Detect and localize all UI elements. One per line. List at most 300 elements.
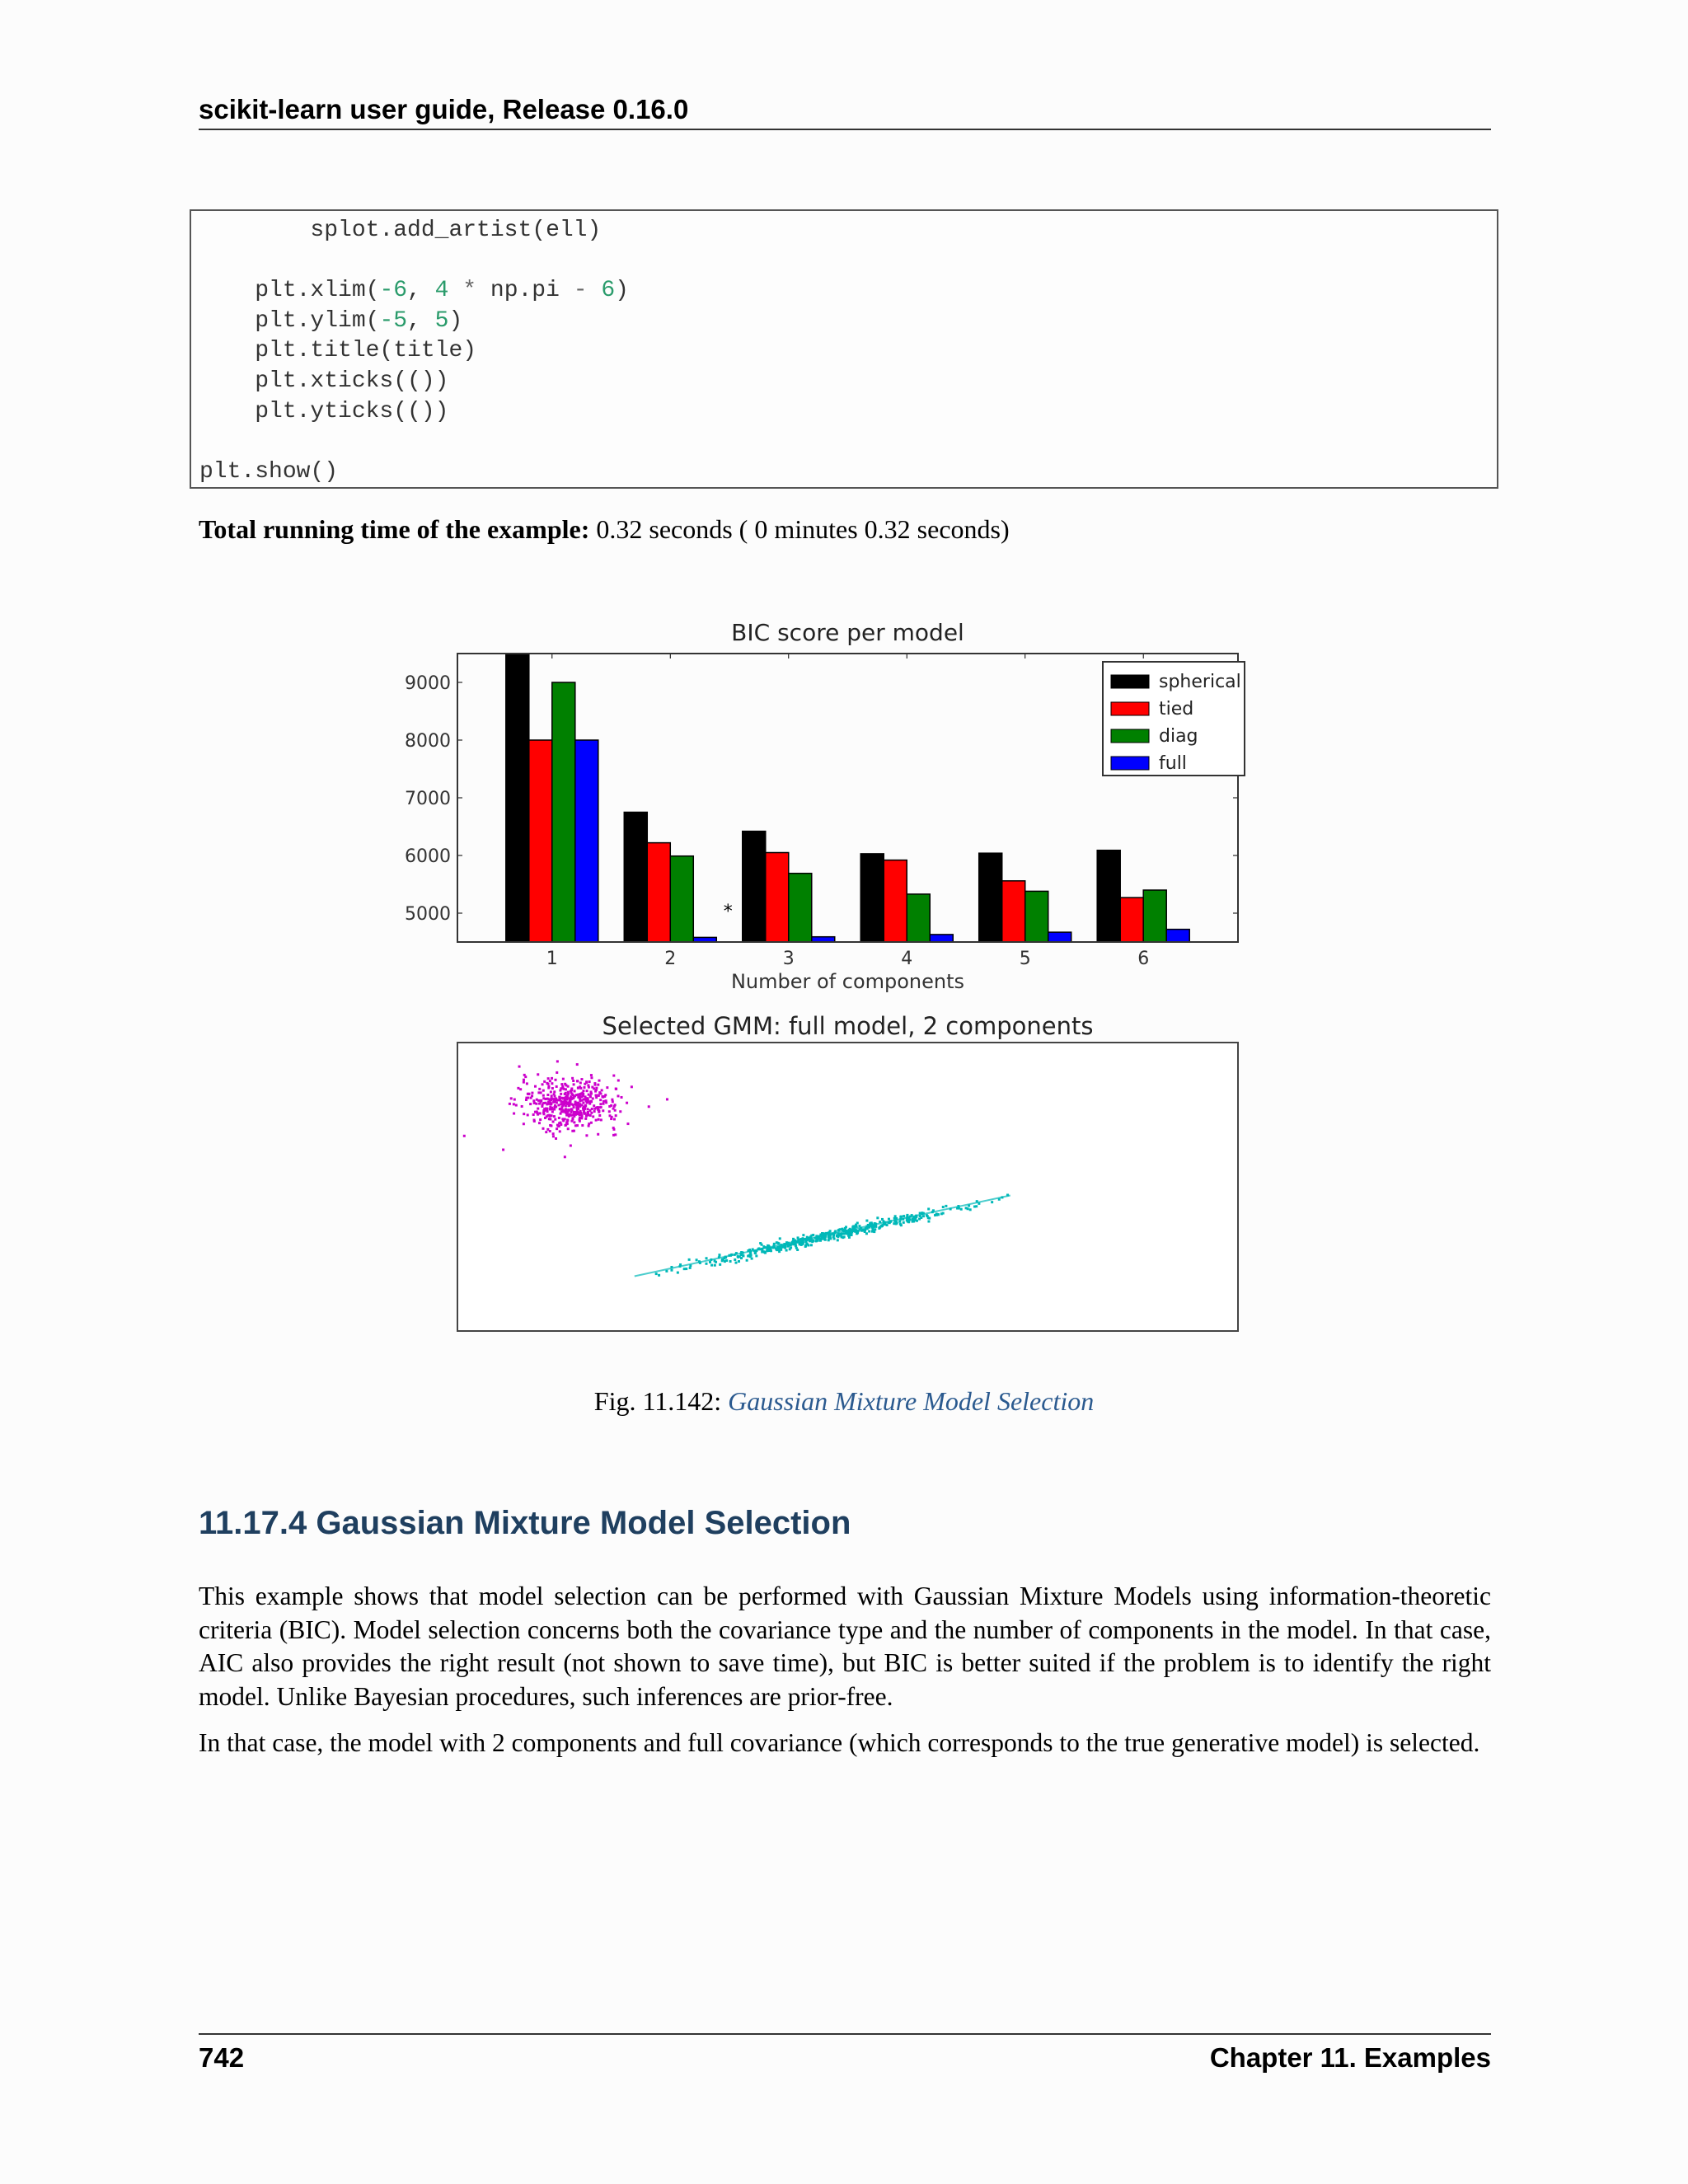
scatter-point-cyan: [817, 1235, 819, 1238]
scatter-point-magenta: [551, 1107, 553, 1109]
scatter-point-magenta: [463, 1135, 466, 1137]
scatter-point-magenta: [567, 1091, 570, 1094]
scatter-point-magenta: [570, 1120, 573, 1122]
scatter-point-magenta: [587, 1111, 589, 1113]
running-time-label: Total running time of the example:: [199, 514, 590, 544]
scatter-point-magenta: [593, 1082, 596, 1085]
scatter-point-magenta: [593, 1110, 596, 1113]
scatter-point-cyan: [796, 1249, 799, 1251]
scatter-point-magenta: [596, 1106, 598, 1108]
scatter-point-magenta: [588, 1080, 591, 1083]
scatter-point-cyan: [856, 1232, 859, 1235]
scatter-point-magenta: [570, 1087, 573, 1090]
scatter-point-magenta: [570, 1111, 573, 1113]
running-time-value: 0.32 seconds ( 0 minutes 0.32 seconds): [596, 514, 1010, 544]
scatter-point-cyan: [915, 1215, 917, 1217]
scatter-point-magenta: [562, 1078, 565, 1080]
scatter-point-magenta: [548, 1118, 551, 1120]
scatter-point-magenta: [608, 1105, 611, 1108]
scatter-point-cyan: [725, 1259, 728, 1262]
scatter-point-cyan: [942, 1206, 945, 1208]
scatter-point-magenta: [530, 1097, 532, 1099]
scatter-point-cyan: [752, 1248, 754, 1250]
scatter-point-magenta: [576, 1080, 579, 1082]
scatter-point-magenta: [552, 1121, 555, 1123]
scatter-point-magenta: [536, 1110, 538, 1113]
scatter-point-magenta: [538, 1088, 541, 1090]
legend-label-diag: diag: [1159, 726, 1198, 747]
scatter-point-magenta: [576, 1111, 579, 1113]
scatter-point-magenta: [606, 1086, 608, 1089]
scatter-point-magenta: [545, 1131, 547, 1133]
scatter-point-cyan: [789, 1248, 791, 1250]
bar-full-4: [930, 935, 953, 942]
code-line: splot.add_artist(ell): [199, 218, 602, 243]
bar-tied-2: [647, 843, 670, 942]
scatter-point-cyan: [879, 1221, 881, 1223]
scatter-point-cyan: [761, 1244, 763, 1246]
scatter-point-magenta: [565, 1104, 567, 1107]
scatter-point-magenta: [555, 1079, 557, 1081]
scatter-point-cyan: [773, 1243, 776, 1245]
scatter-point-magenta: [598, 1111, 600, 1113]
scatter-point-cyan: [1006, 1193, 1009, 1196]
scatter-point-cyan: [945, 1205, 947, 1207]
scatter-point-cyan: [893, 1222, 895, 1225]
scatter-point-cyan: [776, 1247, 779, 1249]
scatter-point-cyan: [1001, 1196, 1003, 1198]
scatter-point-magenta: [579, 1081, 582, 1084]
scatter-point-cyan: [845, 1226, 847, 1228]
scatter-point-magenta: [601, 1089, 603, 1091]
scatter-point-magenta: [550, 1125, 552, 1127]
scatter-point-cyan: [767, 1247, 769, 1249]
scatter-point-cyan: [837, 1232, 839, 1235]
scatter-point-cyan: [658, 1274, 660, 1277]
scatter-point-cyan: [823, 1238, 826, 1240]
scatter-point-cyan: [696, 1258, 698, 1261]
scatter-point-magenta: [558, 1117, 560, 1119]
scatter-point-cyan: [802, 1234, 804, 1236]
caption-link[interactable]: Gaussian Mixture Model Selection: [728, 1386, 1095, 1416]
scatter-point-cyan: [843, 1235, 846, 1238]
bar-chart-title: BIC score per model: [731, 619, 964, 646]
scatter-point-magenta: [572, 1080, 574, 1082]
scatter-point-magenta: [591, 1108, 593, 1110]
y-tick-label: 8000: [405, 731, 451, 752]
scatter-point-magenta: [534, 1085, 537, 1088]
scatter-point-cyan: [837, 1239, 839, 1241]
scatter-point-magenta: [571, 1117, 574, 1119]
y-tick-label: 7000: [405, 789, 451, 809]
scatter-point-cyan: [706, 1257, 708, 1259]
scatter-point-magenta: [554, 1118, 556, 1121]
scatter-point-magenta: [543, 1080, 546, 1083]
scatter-point-cyan: [776, 1242, 779, 1244]
scatter-point-magenta: [590, 1112, 593, 1114]
scatter-point-cyan: [829, 1235, 832, 1238]
scatter-point-magenta: [542, 1090, 545, 1092]
scatter-point-cyan: [888, 1218, 890, 1221]
scatter-point-magenta: [570, 1145, 572, 1147]
scatter-point-cyan: [825, 1232, 828, 1235]
scatter-point-cyan: [919, 1215, 921, 1217]
scatter-point-magenta: [513, 1103, 515, 1105]
scatter-point-magenta: [536, 1099, 538, 1101]
scatter-point-magenta: [588, 1094, 590, 1096]
scatter-point-magenta: [537, 1113, 539, 1116]
scatter-point-magenta: [556, 1071, 558, 1074]
y-tick-label: 5000: [405, 904, 451, 925]
running-time: [199, 514, 1010, 545]
scatter-point-cyan: [718, 1254, 720, 1257]
scatter-point-magenta: [581, 1115, 584, 1118]
running-header: scikit-learn user guide, Release 0.16.0: [199, 94, 689, 124]
bar-tied-1: [529, 740, 552, 942]
scatter-point-magenta: [580, 1104, 583, 1107]
paragraph-2: In that case, the model with 2 components and full covariance (which corresponds to the true generative model) is selected.: [199, 1728, 1480, 1757]
scatter-point-magenta: [583, 1086, 585, 1089]
scatter-point-magenta: [523, 1074, 526, 1076]
scatter-point-cyan: [738, 1255, 741, 1258]
scatter-point-magenta: [610, 1118, 612, 1120]
scatter-point-magenta: [579, 1112, 581, 1114]
bar-diag-5: [1025, 891, 1048, 942]
scatter-point-magenta: [542, 1083, 544, 1085]
scatter-point-magenta: [532, 1113, 535, 1116]
scatter-point-magenta: [551, 1111, 554, 1113]
scatter-point-cyan: [829, 1230, 832, 1232]
scatter-point-magenta: [593, 1108, 596, 1110]
scatter-point-magenta: [595, 1096, 598, 1099]
scatter-point-magenta: [523, 1122, 525, 1125]
scatter-point-cyan: [688, 1258, 691, 1261]
scatter-point-cyan: [870, 1221, 873, 1224]
scatter-point-magenta: [595, 1089, 598, 1091]
scatter-point-cyan: [742, 1254, 744, 1257]
scatter-point-magenta: [598, 1080, 600, 1082]
scatter-point-magenta: [582, 1102, 584, 1104]
scatter-point-magenta: [584, 1095, 587, 1098]
x-tick-label: 5: [1019, 949, 1031, 969]
scatter-point-magenta: [513, 1099, 516, 1101]
scatter-point-cyan: [858, 1225, 860, 1227]
scatter-point-cyan: [689, 1264, 692, 1267]
scatter-point-cyan: [665, 1270, 668, 1272]
scatter-point-cyan: [679, 1263, 682, 1266]
scatter-point-magenta: [519, 1088, 522, 1090]
scatter-point-cyan: [922, 1212, 925, 1215]
scatter-point-cyan: [729, 1254, 732, 1257]
scatter-point-magenta: [555, 1106, 557, 1108]
scatter-point-magenta: [576, 1108, 579, 1111]
legend-swatch-spherical: [1111, 675, 1149, 688]
scatter-point-magenta: [614, 1104, 617, 1106]
scatter-point-magenta: [556, 1127, 558, 1130]
scatter-point-cyan: [893, 1217, 896, 1220]
scatter-point-cyan: [698, 1260, 701, 1263]
scatter-point-magenta: [603, 1103, 605, 1105]
bar-spherical-5: [979, 853, 1002, 942]
scatter-point-magenta: [573, 1111, 575, 1113]
scatter-point-magenta: [551, 1077, 553, 1080]
scatter-point-magenta: [577, 1087, 579, 1090]
scatter-point-cyan: [852, 1225, 855, 1227]
scatter-point-magenta: [598, 1118, 600, 1121]
scatter-point-cyan: [761, 1250, 763, 1253]
scatter-point-magenta: [608, 1110, 611, 1113]
scatter-point-cyan: [747, 1249, 749, 1252]
scatter-point-magenta: [588, 1125, 590, 1127]
scatter-point-cyan: [746, 1259, 748, 1262]
scatter-point-magenta: [539, 1118, 542, 1121]
scatter-point-magenta: [542, 1127, 544, 1130]
scatter-point-magenta: [621, 1096, 623, 1099]
scatter-point-cyan: [935, 1212, 938, 1215]
scatter-point-magenta: [558, 1122, 560, 1124]
scatter-point-magenta: [571, 1077, 574, 1080]
scatter-point-cyan: [812, 1234, 814, 1236]
bar-diag-4: [907, 894, 930, 942]
scatter-point-magenta: [585, 1134, 588, 1137]
scatter-point-magenta: [589, 1090, 592, 1093]
scatter-point-magenta: [510, 1097, 513, 1099]
scatter-point-magenta: [544, 1117, 546, 1119]
scatter-point-magenta: [564, 1118, 566, 1120]
scatter-point-cyan: [927, 1221, 930, 1223]
scatter-point-magenta: [599, 1099, 602, 1101]
scatter-point-cyan: [797, 1239, 799, 1241]
scatter-point-magenta: [546, 1094, 549, 1096]
scatter-point-cyan: [926, 1215, 929, 1217]
scatter-point-magenta: [614, 1133, 617, 1136]
scatter-point-magenta: [537, 1073, 539, 1076]
x-tick-label: 3: [782, 949, 795, 969]
scatter-point-magenta: [537, 1108, 539, 1110]
bar-full-6: [1166, 930, 1189, 942]
bar-tied-6: [1120, 898, 1143, 942]
scatter-point-magenta: [547, 1077, 550, 1080]
scatter-point-magenta: [542, 1112, 545, 1114]
code-line: plt.xticks(()): [199, 368, 449, 394]
scatter-point-magenta: [539, 1112, 542, 1114]
scatter-point-magenta: [566, 1118, 569, 1121]
scatter-point-cyan: [754, 1252, 757, 1254]
scatter-point-magenta: [590, 1100, 593, 1103]
bar-full-5: [1048, 932, 1071, 942]
scatter-point-magenta: [587, 1108, 589, 1110]
bar-tied-3: [766, 853, 789, 943]
scatter-point-magenta: [603, 1100, 605, 1103]
scatter-point-cyan: [851, 1229, 854, 1231]
scatter-point-magenta: [551, 1082, 553, 1085]
code-block: [190, 209, 1498, 489]
scatter-point-cyan: [874, 1223, 877, 1226]
scatter-plot-frame: [457, 1043, 1238, 1331]
scatter-point-cyan: [865, 1226, 868, 1229]
scatter-point-cyan: [876, 1216, 879, 1219]
scatter-point-cyan: [874, 1226, 877, 1228]
scatter-point-magenta: [515, 1104, 518, 1107]
scatter-point-cyan: [906, 1214, 908, 1216]
scatter-point-magenta: [538, 1122, 541, 1124]
scatter-point-magenta: [580, 1078, 583, 1080]
scatter-point-cyan: [823, 1232, 825, 1235]
scatter-point-cyan: [868, 1230, 870, 1233]
scatter-point-cyan: [755, 1254, 757, 1257]
scatter-point-magenta: [533, 1119, 536, 1122]
scatter-point-cyan: [978, 1202, 980, 1205]
scatter-point-magenta: [528, 1093, 530, 1095]
scatter-point-magenta: [523, 1079, 525, 1081]
scatter-point-magenta: [543, 1108, 546, 1110]
scatter-point-magenta: [567, 1111, 570, 1113]
header-rule: [199, 129, 1491, 130]
scatter-point-magenta: [593, 1104, 595, 1107]
x-tick-label: 1: [546, 949, 558, 969]
scatter-point-cyan: [902, 1218, 904, 1221]
scatter-point-magenta: [565, 1096, 567, 1099]
scatter-point-cyan: [685, 1268, 687, 1270]
scatter-point-magenta: [605, 1099, 607, 1102]
scatter-point-magenta: [611, 1099, 613, 1101]
scatter-point-magenta: [559, 1098, 561, 1100]
scatter-point-cyan: [907, 1216, 910, 1219]
y-tick-label: 6000: [405, 846, 451, 867]
scatter-point-magenta: [545, 1098, 547, 1100]
bar-spherical-3: [743, 832, 766, 942]
scatter-point-magenta: [547, 1098, 550, 1100]
scatter-point-magenta: [561, 1101, 564, 1104]
scatter-point-magenta: [598, 1094, 600, 1096]
page-number: 742: [199, 2042, 245, 2073]
scatter-point-magenta: [547, 1085, 550, 1088]
scatter-point-cyan: [804, 1245, 807, 1248]
scatter-point-magenta: [559, 1130, 561, 1132]
scatter-point-magenta: [590, 1122, 593, 1124]
bar-diag-3: [789, 874, 812, 942]
bar-tied-5: [1002, 881, 1025, 942]
scatter-point-magenta: [626, 1122, 629, 1125]
scatter-point-magenta: [609, 1114, 612, 1117]
scatter-point-cyan: [991, 1201, 993, 1203]
scatter-point-magenta: [583, 1113, 585, 1115]
scatter-point-magenta: [591, 1086, 593, 1089]
scatter-point-magenta: [573, 1121, 575, 1123]
scatter-point-cyan: [889, 1221, 891, 1224]
x-axis-label: Number of components: [730, 970, 965, 993]
scatter-point-cyan: [842, 1233, 845, 1235]
scatter-point-magenta: [579, 1099, 581, 1102]
scatter-point-cyan: [710, 1264, 713, 1267]
scatter-point-magenta: [564, 1083, 566, 1085]
scatter-point-cyan: [757, 1248, 759, 1250]
bar-full-1: [575, 740, 598, 942]
scatter-point-magenta: [550, 1090, 552, 1093]
scatter-point-magenta: [551, 1094, 553, 1097]
scatter-point-magenta: [540, 1100, 542, 1103]
scatter-point-cyan: [831, 1233, 833, 1235]
scatter-point-magenta: [559, 1108, 561, 1110]
x-tick-label: 6: [1137, 949, 1150, 969]
scatter-point-cyan: [705, 1263, 707, 1265]
scatter-point-magenta: [612, 1127, 615, 1129]
scatter-point-magenta: [555, 1137, 557, 1140]
scatter-point-magenta: [525, 1097, 528, 1099]
scatter-point-cyan: [927, 1207, 930, 1210]
scatter-point-magenta: [553, 1115, 556, 1118]
scatter-point-magenta: [574, 1124, 577, 1127]
bar-spherical-1: [506, 654, 529, 942]
scatter-point-magenta: [552, 1135, 555, 1137]
scatter-point-magenta: [617, 1079, 620, 1081]
scatter-point-cyan: [655, 1272, 658, 1275]
scatter-point-magenta: [553, 1100, 556, 1103]
code-line: plt.xlim(-6, 4 * np.pi - 6): [199, 278, 629, 304]
scatter-point-cyan: [781, 1245, 783, 1248]
scatter-point-cyan: [834, 1231, 837, 1234]
scatter-point-magenta: [564, 1155, 566, 1158]
scatter-point-magenta: [588, 1086, 590, 1089]
scatter-point-cyan: [932, 1209, 935, 1212]
x-tick-label: 4: [901, 949, 913, 969]
scatter-point-magenta: [502, 1149, 504, 1151]
scatter-point-cyan: [878, 1227, 880, 1230]
scatter-point-cyan: [677, 1272, 679, 1274]
scatter-point-cyan: [976, 1200, 978, 1202]
scatter-point-cyan: [898, 1221, 901, 1223]
code-line: plt.yticks(()): [199, 398, 449, 424]
scatter-point-cyan: [894, 1215, 897, 1217]
scatter-point-magenta: [595, 1119, 598, 1122]
scatter-point-cyan: [810, 1244, 813, 1246]
scatter-point-cyan: [785, 1249, 788, 1252]
scatter-point-magenta: [537, 1091, 540, 1094]
code-line: plt.show(): [199, 458, 339, 485]
scatter-point-cyan: [918, 1218, 921, 1221]
scatter-point-cyan: [998, 1198, 1001, 1201]
scatter-point-cyan: [864, 1229, 866, 1231]
scatter-point-cyan: [734, 1258, 736, 1261]
scatter-point-magenta: [579, 1094, 581, 1097]
scatter-point-magenta: [574, 1090, 576, 1093]
scatter-point-magenta: [587, 1113, 589, 1116]
scatter-point-magenta: [554, 1095, 556, 1098]
scatter-point-magenta: [581, 1093, 584, 1095]
legend-label-full: full: [1159, 753, 1187, 774]
scatter-point-magenta: [523, 1081, 525, 1084]
scatter-point-magenta: [560, 1093, 562, 1095]
scatter-point-magenta: [581, 1124, 584, 1127]
bar-diag-6: [1143, 890, 1166, 942]
scatter-point-cyan: [797, 1236, 799, 1239]
code-text: [199, 216, 629, 487]
scatter-point-magenta: [590, 1074, 593, 1076]
scatter-point-magenta: [550, 1102, 552, 1104]
scatter-point-magenta: [552, 1132, 555, 1135]
scatter-point-magenta: [584, 1083, 586, 1085]
scatter-point-magenta: [571, 1130, 574, 1132]
scatter-point-magenta: [574, 1094, 576, 1097]
scatter-point-magenta: [509, 1103, 511, 1105]
scatter-point-cyan: [847, 1232, 850, 1235]
scatter-point-magenta: [560, 1083, 563, 1085]
scatter-point-magenta: [617, 1094, 620, 1097]
scatter-point-magenta: [602, 1109, 604, 1112]
scatter-point-cyan: [729, 1260, 732, 1263]
scatter-point-magenta: [602, 1096, 604, 1099]
scatter-point-cyan: [871, 1226, 874, 1229]
